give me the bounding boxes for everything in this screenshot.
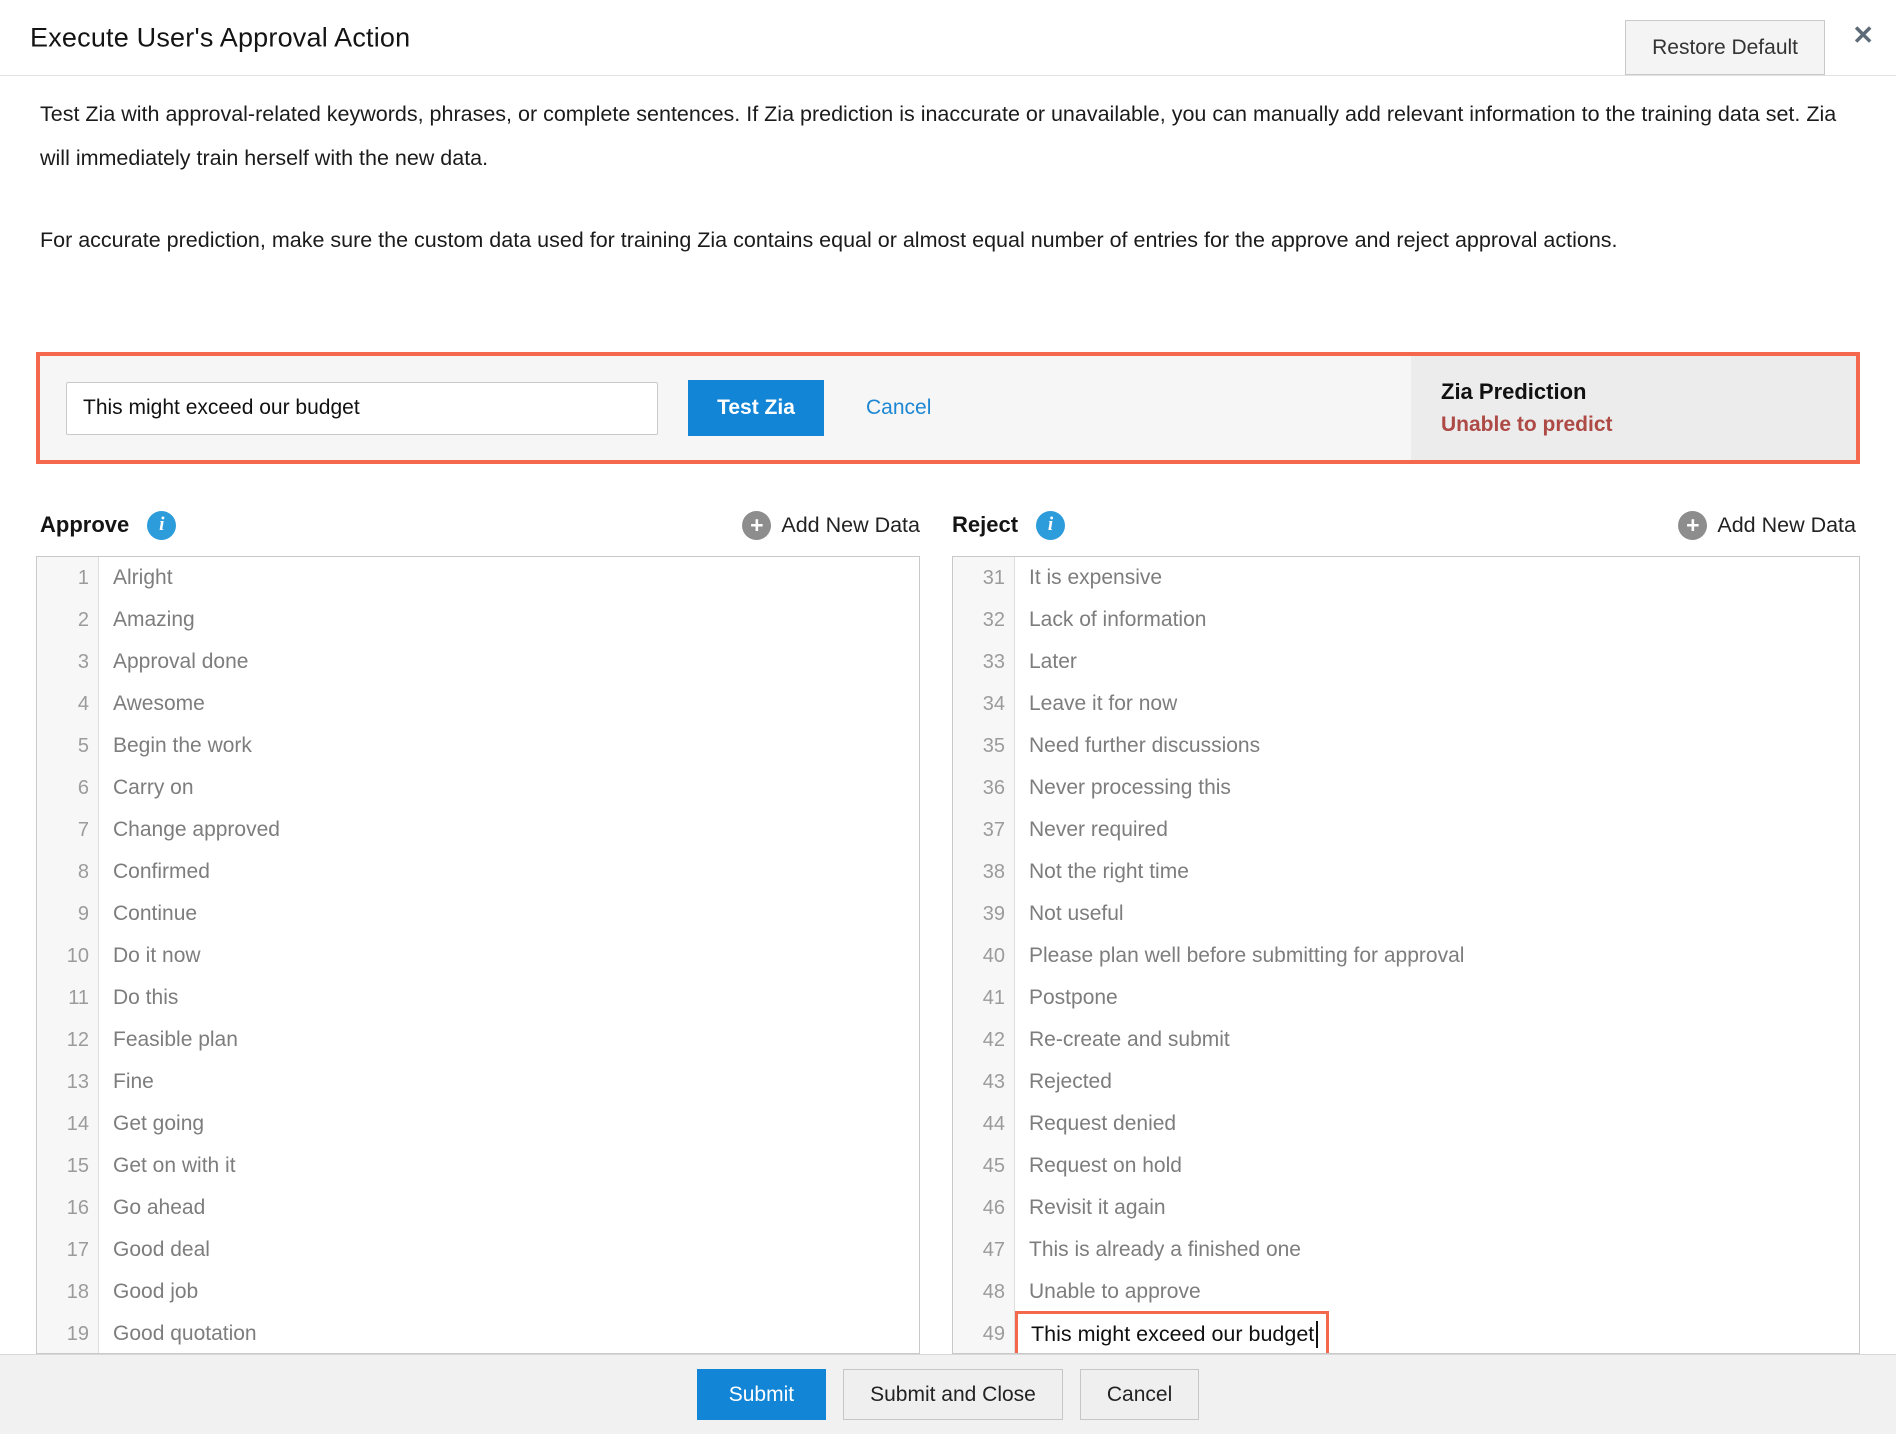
list-item[interactable] <box>37 683 919 725</box>
row-text: Go ahead <box>113 1196 206 1219</box>
row-number: 41 <box>953 977 1015 1019</box>
row-text: Leave it for now <box>1029 692 1178 715</box>
row-number: 43 <box>953 1061 1015 1103</box>
approve-header <box>40 505 920 545</box>
list-item[interactable] <box>953 599 1859 641</box>
row-number: 16 <box>37 1187 99 1229</box>
add-new-data-label: Add New Data <box>1717 512 1856 537</box>
row-text: Change approved <box>113 818 280 841</box>
info-icon[interactable]: i <box>147 511 176 540</box>
row-number: 13 <box>37 1061 99 1103</box>
row-number: 14 <box>37 1103 99 1145</box>
intro-paragraph-2: For accurate prediction, make sure the custom data used for training Zia contains equal or almost equal number of entries for the approve and reject approval actions. <box>40 228 1618 252</box>
row-text: Carry on <box>113 776 194 799</box>
list-item[interactable] <box>37 1061 919 1103</box>
list-item[interactable] <box>37 1229 919 1271</box>
row-number: 32 <box>953 599 1015 641</box>
row-text: Get on with it <box>113 1154 236 1177</box>
row-number: 18 <box>37 1271 99 1313</box>
row-number: 15 <box>37 1145 99 1187</box>
row-number: 4 <box>37 683 99 725</box>
list-item[interactable] <box>953 641 1859 683</box>
reject-title: Reject <box>952 512 1019 537</box>
row-text: Good deal <box>113 1238 210 1261</box>
test-zia-panel <box>36 352 1860 464</box>
list-item[interactable] <box>37 599 919 641</box>
row-text: Do this <box>113 986 179 1009</box>
row-number: 1 <box>37 557 99 599</box>
row-text: Request on hold <box>1029 1154 1182 1177</box>
row-number: 36 <box>953 767 1015 809</box>
prediction-title: Zia Prediction <box>1441 379 1587 404</box>
row-number: 37 <box>953 809 1015 851</box>
row-text: Never required <box>1029 818 1168 841</box>
row-number: 38 <box>953 851 1015 893</box>
intro-paragraph-1: Test Zia with approval-related keywords, phrases, or complete sentences. If Zia prediction is inaccurate or unavailable, you can manually add relevant information to the training data set. Zia will immediately train herself with the new data. <box>40 102 1837 170</box>
row-text: Need further discussions <box>1029 734 1261 757</box>
intro-text <box>40 92 1850 300</box>
row-number: 40 <box>953 935 1015 977</box>
list-item[interactable] <box>953 1229 1859 1271</box>
row-text: Re-create and submit <box>1029 1028 1230 1051</box>
test-cancel-link[interactable]: Cancel <box>866 396 932 419</box>
row-number: 17 <box>37 1229 99 1271</box>
row-number: 9 <box>37 893 99 935</box>
reject-list <box>952 556 1860 1354</box>
add-new-data-label: Add New Data <box>781 512 920 537</box>
row-text: Postpone <box>1029 986 1118 1009</box>
approve-title: Approve <box>40 512 130 537</box>
row-text: Feasible plan <box>113 1028 238 1051</box>
row-text: Approval done <box>113 650 249 673</box>
approve-list <box>36 556 920 1354</box>
row-number: 34 <box>953 683 1015 725</box>
row-text: Continue <box>113 902 198 925</box>
row-number: 31 <box>953 557 1015 599</box>
restore-default-button[interactable]: Restore Default <box>1625 20 1825 75</box>
list-item[interactable] <box>37 1019 919 1061</box>
row-text: Later <box>1029 650 1077 673</box>
list-item[interactable] <box>953 851 1859 893</box>
list-item[interactable] <box>953 1313 1859 1354</box>
list-item[interactable] <box>37 935 919 977</box>
row-text: Do it now <box>113 944 201 967</box>
row-number: 7 <box>37 809 99 851</box>
list-item[interactable] <box>953 1103 1859 1145</box>
reject-add-new-data-button[interactable] <box>1678 511 1856 540</box>
row-text: Request denied <box>1029 1112 1177 1135</box>
row-number: 49 <box>953 1313 1015 1354</box>
row-number: 39 <box>953 893 1015 935</box>
row-number: 47 <box>953 1229 1015 1271</box>
row-number: 35 <box>953 725 1015 767</box>
row-text: Begin the work <box>113 734 252 757</box>
row-text: Not the right time <box>1029 860 1189 883</box>
list-item[interactable] <box>953 1145 1859 1187</box>
row-number: 19 <box>37 1313 99 1354</box>
row-text: Fine <box>113 1070 154 1093</box>
info-icon[interactable]: i <box>1036 511 1065 540</box>
row-text: Good quotation <box>113 1322 257 1345</box>
list-item[interactable] <box>953 767 1859 809</box>
row-text: Please plan well before submitting for approval <box>1029 944 1465 967</box>
list-item[interactable] <box>953 935 1859 977</box>
row-text: Never processing this <box>1029 776 1231 799</box>
row-text: It is expensive <box>1029 566 1163 589</box>
row-text: Awesome <box>113 692 205 715</box>
list-item[interactable] <box>953 1187 1859 1229</box>
row-number: 46 <box>953 1187 1015 1229</box>
list-item[interactable] <box>37 1313 919 1354</box>
dialog-footer <box>0 1354 1896 1434</box>
list-item[interactable] <box>37 641 919 683</box>
list-item[interactable] <box>37 1187 919 1229</box>
test-phrase-input[interactable] <box>66 382 658 435</box>
list-item[interactable] <box>953 809 1859 851</box>
row-number: 44 <box>953 1103 1015 1145</box>
row-number: 10 <box>37 935 99 977</box>
submit-and-close-button[interactable]: Submit and Close <box>843 1369 1063 1420</box>
plus-icon: + <box>742 511 771 540</box>
test-zia-button[interactable]: Test Zia <box>688 380 824 436</box>
test-zia-controls <box>40 356 1411 460</box>
row-text: Not useful <box>1029 902 1124 925</box>
list-item[interactable] <box>37 1145 919 1187</box>
row-text: Good job <box>113 1280 199 1303</box>
list-item[interactable] <box>37 977 919 1019</box>
row-text: Rejected <box>1029 1070 1112 1093</box>
row-text: Amazing <box>113 608 195 631</box>
row-number: 5 <box>37 725 99 767</box>
row-number: 8 <box>37 851 99 893</box>
row-text: This might exceed our budget <box>1015 1311 1329 1354</box>
row-number: 2 <box>37 599 99 641</box>
prediction-result: Unable to predict <box>1441 413 1613 436</box>
row-number: 12 <box>37 1019 99 1061</box>
row-number: 45 <box>953 1145 1015 1187</box>
list-item[interactable] <box>37 1271 919 1313</box>
row-text: Unable to approve <box>1029 1280 1201 1303</box>
list-item[interactable] <box>37 893 919 935</box>
list-item[interactable] <box>953 1271 1859 1313</box>
list-item[interactable] <box>953 557 1859 599</box>
list-item[interactable] <box>953 725 1859 767</box>
list-item[interactable] <box>37 1103 919 1145</box>
row-text: Lack of information <box>1029 608 1207 631</box>
close-icon[interactable]: ✕ <box>1852 20 1874 50</box>
list-item[interactable] <box>953 683 1859 725</box>
row-number: 42 <box>953 1019 1015 1061</box>
list-item[interactable] <box>953 1019 1859 1061</box>
cancel-button[interactable]: Cancel <box>1080 1369 1199 1420</box>
row-text: Get going <box>113 1112 205 1135</box>
approve-add-new-data-button[interactable] <box>742 511 920 540</box>
list-item[interactable] <box>953 1061 1859 1103</box>
list-item[interactable] <box>37 767 919 809</box>
row-number: 3 <box>37 641 99 683</box>
row-number: 48 <box>953 1271 1015 1313</box>
row-text: Confirmed <box>113 860 210 883</box>
row-text: Revisit it again <box>1029 1196 1166 1219</box>
zia-prediction-panel <box>1411 356 1856 460</box>
row-text: This is already a finished one <box>1029 1238 1301 1261</box>
reject-header <box>952 505 1856 545</box>
dialog-header <box>0 0 1896 76</box>
row-number: 6 <box>37 767 99 809</box>
row-text: Alright <box>113 566 173 589</box>
row-number: 11 <box>37 977 99 1019</box>
plus-icon: + <box>1678 511 1707 540</box>
list-item[interactable] <box>37 851 919 893</box>
submit-button[interactable]: Submit <box>697 1369 826 1420</box>
list-item[interactable] <box>37 809 919 851</box>
row-number: 33 <box>953 641 1015 683</box>
list-item[interactable] <box>953 977 1859 1019</box>
list-item[interactable] <box>37 557 919 599</box>
page-title: Execute User's Approval Action <box>30 22 411 52</box>
list-item[interactable] <box>953 893 1859 935</box>
list-item[interactable] <box>37 725 919 767</box>
